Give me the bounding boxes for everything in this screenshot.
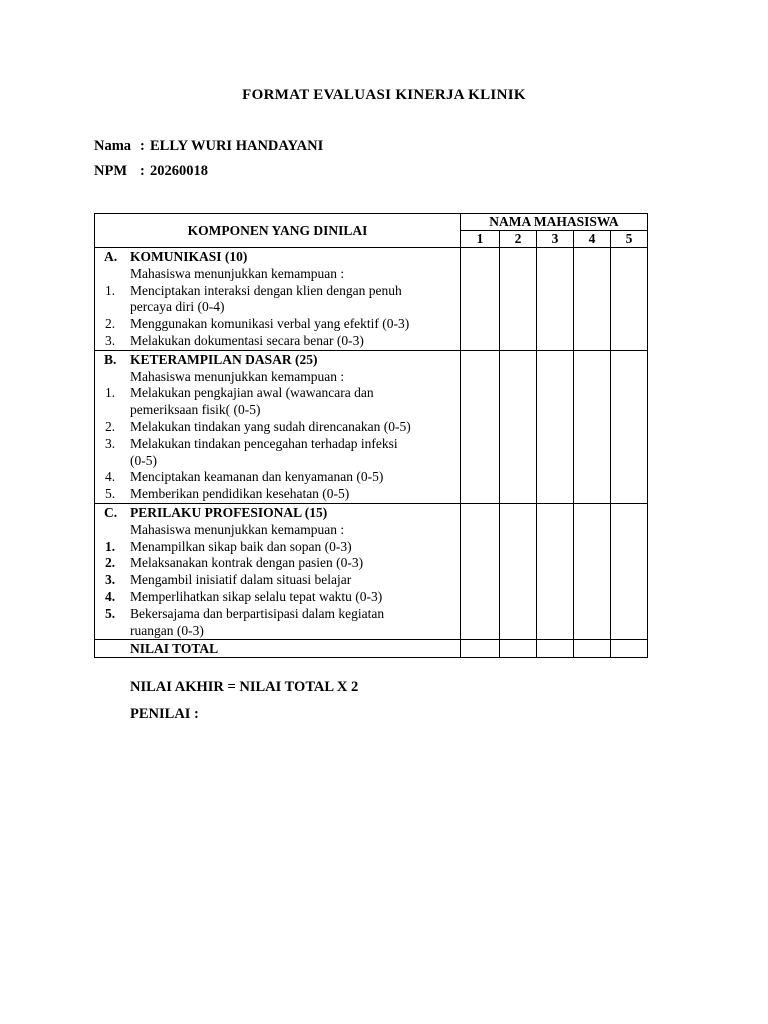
list-item: 5. Memberikan pendidikan kesehatan (0-5) xyxy=(105,486,350,502)
section-content-keterampilan-dasar xyxy=(95,350,461,503)
list-item: 2. Melakukan tindakan yang sudah direncanakan (0-5) xyxy=(105,418,411,434)
score-cell[interactable] xyxy=(461,350,500,503)
npm-row xyxy=(94,163,208,180)
total-score-cell[interactable] xyxy=(611,640,648,658)
table-header-row xyxy=(95,214,648,231)
total-label: NILAI TOTAL xyxy=(95,640,461,658)
column-4-header: 4 xyxy=(574,231,611,248)
score-cell[interactable] xyxy=(574,503,611,639)
list-item: 2. Melaksanakan kontrak dengan pasien (0-3) xyxy=(105,555,364,571)
section-intro: Mahasiswa menunjukkan kemampuan : xyxy=(130,521,345,537)
total-score-cell[interactable] xyxy=(537,640,574,658)
npm-value: 20260018 xyxy=(150,163,208,179)
header-nama-mahasiswa: NAMA MAHASISWA xyxy=(461,214,648,231)
penilai-label: PENILAI : xyxy=(130,706,199,722)
section-heading: B. KETERAMPILAN DASAR (25) xyxy=(104,351,318,367)
section-heading: C. PERILAKU PROFESIONAL (15) xyxy=(104,504,328,520)
column-2-header: 2 xyxy=(500,231,537,248)
nama-row xyxy=(94,138,323,155)
score-cell[interactable] xyxy=(500,350,537,503)
list-item: 5. Bekersajama dan berpartisipasi dalam kegiatan xyxy=(105,605,385,621)
score-cell[interactable] xyxy=(537,350,574,503)
column-5-header: 5 xyxy=(611,231,648,248)
section-heading: A. KOMUNIKASI (10) xyxy=(104,249,248,264)
list-item-continuation: pemeriksaan fisik( (0-5) xyxy=(130,402,261,418)
section-content-komunikasi xyxy=(95,248,461,351)
total-score-cell[interactable] xyxy=(461,640,500,658)
score-cell[interactable] xyxy=(611,248,648,351)
list-item-continuation: percaya diri (0-4) xyxy=(130,299,225,315)
score-cell[interactable] xyxy=(574,350,611,503)
score-cell[interactable] xyxy=(611,503,648,639)
list-item: 3. Melakukan dokumentasi secara benar (0-3) xyxy=(105,332,364,348)
total-score-cell[interactable] xyxy=(500,640,537,658)
list-item: 3. Melakukan tindakan pencegahan terhadap infeksi xyxy=(105,435,398,451)
score-cell[interactable] xyxy=(537,248,574,351)
list-item: 2. Menggunakan komunikasi verbal yang efektif (0-3) xyxy=(105,316,410,332)
score-cell[interactable] xyxy=(461,248,500,351)
list-item-continuation: (0-5) xyxy=(130,452,157,468)
section-row-komunikasi xyxy=(95,248,648,351)
column-1-header: 1 xyxy=(461,231,500,248)
evaluation-table xyxy=(94,213,648,658)
section-content-perilaku-profesional xyxy=(95,503,461,639)
section-row-perilaku-profesional xyxy=(95,503,648,639)
section-row-keterampilan-dasar xyxy=(95,350,648,503)
nama-colon: : xyxy=(140,138,145,154)
total-row xyxy=(95,640,648,658)
score-cell[interactable] xyxy=(574,248,611,351)
document-title: FORMAT EVALUASI KINERJA KLINIK xyxy=(242,87,526,103)
list-item: 1. Menciptakan interaksi dengan klien dengan penuh xyxy=(105,282,402,298)
npm-label: NPM xyxy=(94,163,128,179)
list-item: 4. Memperlihatkan sikap selalu tepat waktu (0-3) xyxy=(105,588,383,604)
score-cell[interactable] xyxy=(500,248,537,351)
npm-colon: : xyxy=(140,163,145,179)
score-cell[interactable] xyxy=(537,503,574,639)
score-cell[interactable] xyxy=(611,350,648,503)
score-cell[interactable] xyxy=(500,503,537,639)
list-item: 1. Menampilkan sikap baik dan sopan (0-3) xyxy=(105,538,352,554)
nama-label: Nama xyxy=(94,138,132,154)
section-intro: Mahasiswa menunjukkan kemampuan : xyxy=(130,368,345,384)
list-item: 3. Mengambil inisiatif dalam situasi belajar xyxy=(105,572,352,588)
header-komponen: KOMPONEN YANG DINILAI xyxy=(95,214,461,248)
score-cell[interactable] xyxy=(461,503,500,639)
final-score-formula: NILAI AKHIR = NILAI TOTAL X 2 xyxy=(130,679,359,695)
list-item: 4. Menciptakan keamanan dan kenyamanan (0-5) xyxy=(105,469,384,485)
list-item-continuation: ruangan (0-3) xyxy=(130,622,204,638)
column-3-header: 3 xyxy=(537,231,574,248)
section-intro: Mahasiswa menunjukkan kemampuan : xyxy=(130,265,345,281)
list-item: 1. Melakukan pengkajian awal (wawancara dan xyxy=(105,385,374,401)
nama-value: ELLY WURI HANDAYANI xyxy=(150,138,324,154)
total-score-cell[interactable] xyxy=(574,640,611,658)
